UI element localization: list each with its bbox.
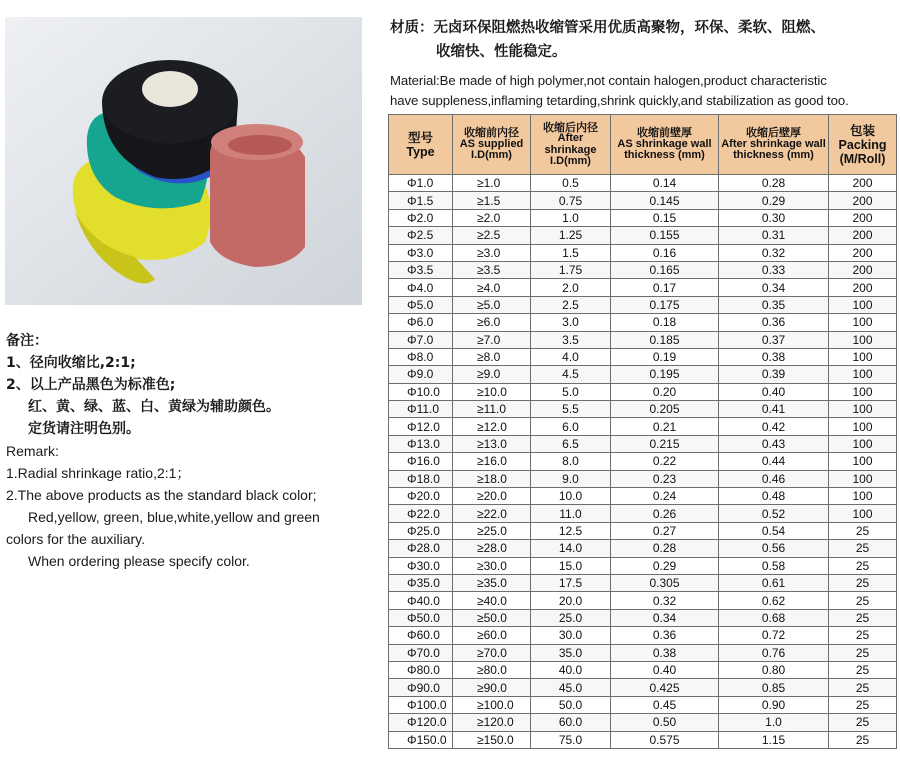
cell-supplied-wall: 0.38: [611, 644, 719, 661]
cell-shrunk-id: 11.0: [531, 505, 611, 522]
cell-packing: 100: [829, 366, 897, 383]
cell-supplied-id: ≥12.0: [453, 418, 531, 435]
cell-supplied-id: ≥8.0: [453, 348, 531, 365]
cell-type: Φ80.0: [389, 661, 453, 678]
cell-shrunk-id: 50.0: [531, 696, 611, 713]
cell-shrunk-wall: 0.39: [719, 366, 829, 383]
cell-packing: 25: [829, 609, 897, 626]
cell-supplied-wall: 0.14: [611, 175, 719, 192]
cell-supplied-wall: 0.165: [611, 261, 719, 278]
cell-type: Φ1.5: [389, 192, 453, 209]
cell-type: Φ10.0: [389, 383, 453, 400]
cell-shrunk-id: 15.0: [531, 557, 611, 574]
table-row: [389, 175, 897, 192]
cell-supplied-id: ≥2.0: [453, 209, 531, 226]
cell-shrunk-id: 9.0: [531, 470, 611, 487]
table-row: [389, 661, 897, 678]
table-row: [389, 644, 897, 661]
cell-type: Φ30.0: [389, 557, 453, 574]
notes-en-title: Remark:: [6, 443, 59, 459]
cell-supplied-wall: 0.27: [611, 522, 719, 539]
cell-supplied-wall: 0.22: [611, 453, 719, 470]
cell-supplied-id: ≥11.0: [453, 401, 531, 418]
cell-packing: 25: [829, 540, 897, 557]
cell-shrunk-wall: 0.35: [719, 296, 829, 313]
cell-type: Φ3.5: [389, 261, 453, 278]
cell-packing: 100: [829, 488, 897, 505]
cell-supplied-wall: 0.205: [611, 401, 719, 418]
notes-en-2: 2.The above products as the standard black color;: [6, 487, 317, 503]
cell-supplied-id: ≥40.0: [453, 592, 531, 609]
cell-supplied-wall: 0.28: [611, 540, 719, 557]
cell-shrunk-id: 3.5: [531, 331, 611, 348]
cell-supplied-wall: 0.20: [611, 383, 719, 400]
cell-supplied-id: ≥18.0: [453, 470, 531, 487]
cell-shrunk-wall: 0.43: [719, 435, 829, 452]
cell-shrunk-id: 45.0: [531, 679, 611, 696]
cell-shrunk-wall: 0.33: [719, 261, 829, 278]
cell-supplied-id: ≥100.0: [453, 696, 531, 713]
cell-shrunk-wall: 0.29: [719, 192, 829, 209]
cell-type: Φ13.0: [389, 435, 453, 452]
table-row: [389, 209, 897, 226]
cell-shrunk-id: 12.5: [531, 522, 611, 539]
cell-supplied-wall: 0.575: [611, 731, 719, 748]
cell-supplied-wall: 0.40: [611, 661, 719, 678]
cell-supplied-wall: 0.145: [611, 192, 719, 209]
cell-packing: 100: [829, 435, 897, 452]
cell-shrunk-wall: 0.46: [719, 470, 829, 487]
cell-shrunk-id: 5.5: [531, 401, 611, 418]
table-row: [389, 331, 897, 348]
cell-packing: 25: [829, 522, 897, 539]
cell-supplied-wall: 0.425: [611, 679, 719, 696]
cell-supplied-id: ≥1.5: [453, 192, 531, 209]
cell-packing: 100: [829, 348, 897, 365]
cell-supplied-id: ≥3.5: [453, 261, 531, 278]
material-cn-line1: 材质：无卤环保阻燃热收缩管采用优质高聚物，环保、柔软、阻燃、: [390, 20, 825, 36]
cell-shrunk-wall: 0.52: [719, 505, 829, 522]
cell-supplied-id: ≥4.0: [453, 279, 531, 296]
cell-supplied-id: ≥35.0: [453, 574, 531, 591]
cell-shrunk-wall: 0.41: [719, 401, 829, 418]
cell-shrunk-wall: 0.42: [719, 418, 829, 435]
header-shrunk-id: 收缩后内径 After shrinkage I.D(mm): [531, 115, 611, 175]
table-row: [389, 348, 897, 365]
cell-packing: 200: [829, 279, 897, 296]
cell-shrunk-id: 35.0: [531, 644, 611, 661]
cell-shrunk-id: 1.25: [531, 227, 611, 244]
cell-supplied-id: ≥5.0: [453, 296, 531, 313]
cell-supplied-wall: 0.305: [611, 574, 719, 591]
cell-shrunk-wall: 0.76: [719, 644, 829, 661]
cell-supplied-id: ≥7.0: [453, 331, 531, 348]
cell-shrunk-wall: 0.40: [719, 383, 829, 400]
cell-supplied-wall: 0.34: [611, 609, 719, 626]
cell-type: Φ3.0: [389, 244, 453, 261]
cell-packing: 25: [829, 714, 897, 731]
cell-shrunk-id: 0.75: [531, 192, 611, 209]
notes-cn-4: 定货请注明色别。: [28, 421, 140, 437]
cell-shrunk-id: 14.0: [531, 540, 611, 557]
cell-shrunk-id: 6.0: [531, 418, 611, 435]
material-cn-line2: 收缩快、性能稳定。: [436, 44, 567, 60]
table-row: [389, 418, 897, 435]
cell-type: Φ60.0: [389, 627, 453, 644]
table-row: [389, 592, 897, 609]
cell-shrunk-wall: 0.31: [719, 227, 829, 244]
cell-type: Φ9.0: [389, 366, 453, 383]
header-supplied-wall: 收缩前壁厚 AS shrinkage wall thickness (mm): [611, 115, 719, 175]
cell-type: Φ22.0: [389, 505, 453, 522]
cell-supplied-id: ≥9.0: [453, 366, 531, 383]
cell-supplied-wall: 0.24: [611, 488, 719, 505]
cell-packing: 100: [829, 418, 897, 435]
notes-cn-title: 备注：: [6, 333, 48, 349]
cell-supplied-id: ≥50.0: [453, 609, 531, 626]
notes-en-3: Red,yellow, green, blue,white,yellow and green: [28, 509, 320, 525]
cell-supplied-wall: 0.29: [611, 557, 719, 574]
material-description: [390, 16, 898, 111]
cell-type: Φ35.0: [389, 574, 453, 591]
cell-packing: 100: [829, 331, 897, 348]
table-row: [389, 435, 897, 452]
cell-supplied-id: ≥16.0: [453, 453, 531, 470]
cell-type: Φ11.0: [389, 401, 453, 418]
cell-packing: 25: [829, 574, 897, 591]
cell-supplied-id: ≥90.0: [453, 679, 531, 696]
cell-supplied-wall: 0.19: [611, 348, 719, 365]
table-row: [389, 453, 897, 470]
notes-cn-1: 1、径向收缩比,2:1;: [6, 355, 136, 371]
cell-shrunk-wall: 0.72: [719, 627, 829, 644]
cell-type: Φ6.0: [389, 314, 453, 331]
cell-type: Φ40.0: [389, 592, 453, 609]
cell-shrunk-id: 5.0: [531, 383, 611, 400]
cell-shrunk-id: 8.0: [531, 453, 611, 470]
cell-shrunk-id: 1.0: [531, 209, 611, 226]
cell-packing: 25: [829, 679, 897, 696]
cell-packing: 25: [829, 557, 897, 574]
header-type: 型号 Type: [389, 115, 453, 175]
cell-packing: 100: [829, 401, 897, 418]
table-row: [389, 279, 897, 296]
cell-supplied-id: ≥6.0: [453, 314, 531, 331]
cell-supplied-id: ≥80.0: [453, 661, 531, 678]
cell-shrunk-id: 20.0: [531, 592, 611, 609]
cell-shrunk-wall: 0.54: [719, 522, 829, 539]
cell-supplied-id: ≥3.0: [453, 244, 531, 261]
cell-supplied-wall: 0.155: [611, 227, 719, 244]
cell-supplied-wall: 0.15: [611, 209, 719, 226]
heat-shrink-tube-illustration: [5, 17, 362, 305]
cell-shrunk-wall: 0.30: [719, 209, 829, 226]
cell-packing: 200: [829, 175, 897, 192]
cell-type: Φ50.0: [389, 609, 453, 626]
cell-type: Φ20.0: [389, 488, 453, 505]
cell-shrunk-wall: 0.68: [719, 609, 829, 626]
table-row: [389, 505, 897, 522]
cell-shrunk-wall: 0.37: [719, 331, 829, 348]
cell-type: Φ2.5: [389, 227, 453, 244]
table-row: [389, 227, 897, 244]
table-row: [389, 574, 897, 591]
cell-shrunk-id: 17.5: [531, 574, 611, 591]
cell-supplied-wall: 0.195: [611, 366, 719, 383]
cell-packing: 200: [829, 192, 897, 209]
material-en-line1: Material:Be made of high polymer,not contain halogen,product characteristic: [390, 73, 827, 88]
cell-shrunk-wall: 0.58: [719, 557, 829, 574]
cell-supplied-id: ≥150.0: [453, 731, 531, 748]
cell-shrunk-id: 4.5: [531, 366, 611, 383]
notes-en-1: 1.Radial shrinkage ratio,2:1；: [6, 465, 191, 481]
table-row: [389, 557, 897, 574]
table-row: [389, 540, 897, 557]
table-row: [389, 679, 897, 696]
cell-shrunk-wall: 0.38: [719, 348, 829, 365]
cell-shrunk-wall: 0.32: [719, 244, 829, 261]
cell-type: Φ150.0: [389, 731, 453, 748]
header-supplied-id: 收缩前内径 AS supplied I.D(mm): [453, 115, 531, 175]
cell-packing: 25: [829, 661, 897, 678]
cell-shrunk-id: 60.0: [531, 714, 611, 731]
cell-supplied-id: ≥70.0: [453, 644, 531, 661]
header-packing: 包装 Packing (M/Roll): [829, 115, 897, 175]
cell-packing: 25: [829, 644, 897, 661]
cell-supplied-id: ≥28.0: [453, 540, 531, 557]
table-row: [389, 383, 897, 400]
cell-type: Φ120.0: [389, 714, 453, 731]
table-row: [389, 627, 897, 644]
cell-shrunk-id: 3.0: [531, 314, 611, 331]
table-row: [389, 522, 897, 539]
cell-shrunk-wall: 0.34: [719, 279, 829, 296]
cell-shrunk-wall: 1.15: [719, 731, 829, 748]
material-en-line2: have suppleness,inflaming tetarding,shrink quickly,and stabilization as good too.: [390, 93, 849, 108]
cell-supplied-id: ≥2.5: [453, 227, 531, 244]
cell-supplied-id: ≥10.0: [453, 383, 531, 400]
notes-en-5: When ordering please specify color.: [28, 553, 250, 569]
cell-supplied-wall: 0.18: [611, 314, 719, 331]
cell-packing: 100: [829, 383, 897, 400]
cell-shrunk-wall: 0.62: [719, 592, 829, 609]
cell-packing: 100: [829, 314, 897, 331]
cell-supplied-wall: 0.16: [611, 244, 719, 261]
cell-supplied-id: ≥1.0: [453, 175, 531, 192]
cell-shrunk-wall: 0.28: [719, 175, 829, 192]
cell-shrunk-wall: 0.80: [719, 661, 829, 678]
cell-supplied-wall: 0.215: [611, 435, 719, 452]
cell-type: Φ2.0: [389, 209, 453, 226]
notes-en-4: colors for the auxiliary.: [6, 531, 146, 547]
cell-type: Φ16.0: [389, 453, 453, 470]
table-row: [389, 366, 897, 383]
cell-supplied-wall: 0.21: [611, 418, 719, 435]
cell-packing: 25: [829, 627, 897, 644]
cell-supplied-wall: 0.45: [611, 696, 719, 713]
cell-supplied-id: ≥20.0: [453, 488, 531, 505]
cell-shrunk-wall: 1.0: [719, 714, 829, 731]
cell-supplied-id: ≥25.0: [453, 522, 531, 539]
cell-shrunk-wall: 0.36: [719, 314, 829, 331]
cell-packing: 200: [829, 209, 897, 226]
cell-shrunk-wall: 0.44: [719, 453, 829, 470]
cell-type: Φ25.0: [389, 522, 453, 539]
cell-type: Φ100.0: [389, 696, 453, 713]
cell-shrunk-wall: 0.90: [719, 696, 829, 713]
header-shrunk-wall: 收缩后壁厚 After shrinkage wall thickness (mm): [719, 115, 829, 175]
cell-shrunk-wall: 0.48: [719, 488, 829, 505]
material-en: [390, 71, 898, 111]
table-header-row: [389, 115, 897, 175]
cell-supplied-id: ≥22.0: [453, 505, 531, 522]
cell-packing: 100: [829, 470, 897, 487]
cell-packing: 25: [829, 731, 897, 748]
cell-type: Φ8.0: [389, 348, 453, 365]
cell-shrunk-id: 1.75: [531, 261, 611, 278]
material-cn: [390, 16, 898, 64]
cell-type: Φ4.0: [389, 279, 453, 296]
cell-packing: 100: [829, 505, 897, 522]
table-row: [389, 296, 897, 313]
table-row: [389, 731, 897, 748]
cell-shrunk-id: 0.5: [531, 175, 611, 192]
cell-type: Φ12.0: [389, 418, 453, 435]
cell-type: Φ5.0: [389, 296, 453, 313]
cell-supplied-id: ≥120.0: [453, 714, 531, 731]
cell-shrunk-id: 4.0: [531, 348, 611, 365]
table-row: [389, 401, 897, 418]
cell-packing: 25: [829, 696, 897, 713]
cell-shrunk-id: 40.0: [531, 661, 611, 678]
cell-supplied-wall: 0.175: [611, 296, 719, 313]
cell-type: Φ90.0: [389, 679, 453, 696]
remarks-section: [6, 330, 376, 572]
cell-type: Φ1.0: [389, 175, 453, 192]
table-row: [389, 609, 897, 626]
cell-packing: 200: [829, 244, 897, 261]
product-photo: [5, 17, 362, 305]
cell-shrunk-id: 10.0: [531, 488, 611, 505]
cell-shrunk-id: 30.0: [531, 627, 611, 644]
cell-supplied-wall: 0.36: [611, 627, 719, 644]
cell-type: Φ7.0: [389, 331, 453, 348]
table-row: [389, 192, 897, 209]
cell-shrunk-id: 1.5: [531, 244, 611, 261]
notes-cn-2: 2、以上产品黑色为标准色;: [6, 377, 176, 393]
cell-supplied-wall: 0.185: [611, 331, 719, 348]
cell-shrunk-wall: 0.56: [719, 540, 829, 557]
cell-supplied-id: ≥60.0: [453, 627, 531, 644]
cell-packing: 200: [829, 227, 897, 244]
cell-type: Φ28.0: [389, 540, 453, 557]
cell-packing: 25: [829, 592, 897, 609]
cell-shrunk-id: 75.0: [531, 731, 611, 748]
cell-shrunk-id: 6.5: [531, 435, 611, 452]
table-row: [389, 244, 897, 261]
cell-supplied-wall: 0.32: [611, 592, 719, 609]
spec-table: [388, 114, 897, 749]
cell-shrunk-id: 25.0: [531, 609, 611, 626]
table-row: [389, 470, 897, 487]
cell-supplied-wall: 0.50: [611, 714, 719, 731]
cell-shrunk-wall: 0.85: [719, 679, 829, 696]
cell-shrunk-wall: 0.61: [719, 574, 829, 591]
cell-supplied-wall: 0.26: [611, 505, 719, 522]
cell-shrunk-id: 2.0: [531, 279, 611, 296]
cell-packing: 100: [829, 296, 897, 313]
notes-cn-3: 红、黄、绿、蓝、白、黄绿为辅助颜色。: [28, 399, 280, 415]
cell-packing: 200: [829, 261, 897, 278]
cell-supplied-wall: 0.17: [611, 279, 719, 296]
table-row: [389, 314, 897, 331]
spec-table-body: [389, 175, 897, 749]
cell-type: Φ70.0: [389, 644, 453, 661]
table-row: [389, 696, 897, 713]
cell-type: Φ18.0: [389, 470, 453, 487]
table-row: [389, 261, 897, 278]
table-row: [389, 714, 897, 731]
cell-supplied-id: ≥30.0: [453, 557, 531, 574]
table-row: [389, 488, 897, 505]
cell-shrunk-id: 2.5: [531, 296, 611, 313]
cell-supplied-wall: 0.23: [611, 470, 719, 487]
cell-supplied-id: ≥13.0: [453, 435, 531, 452]
cell-packing: 100: [829, 453, 897, 470]
